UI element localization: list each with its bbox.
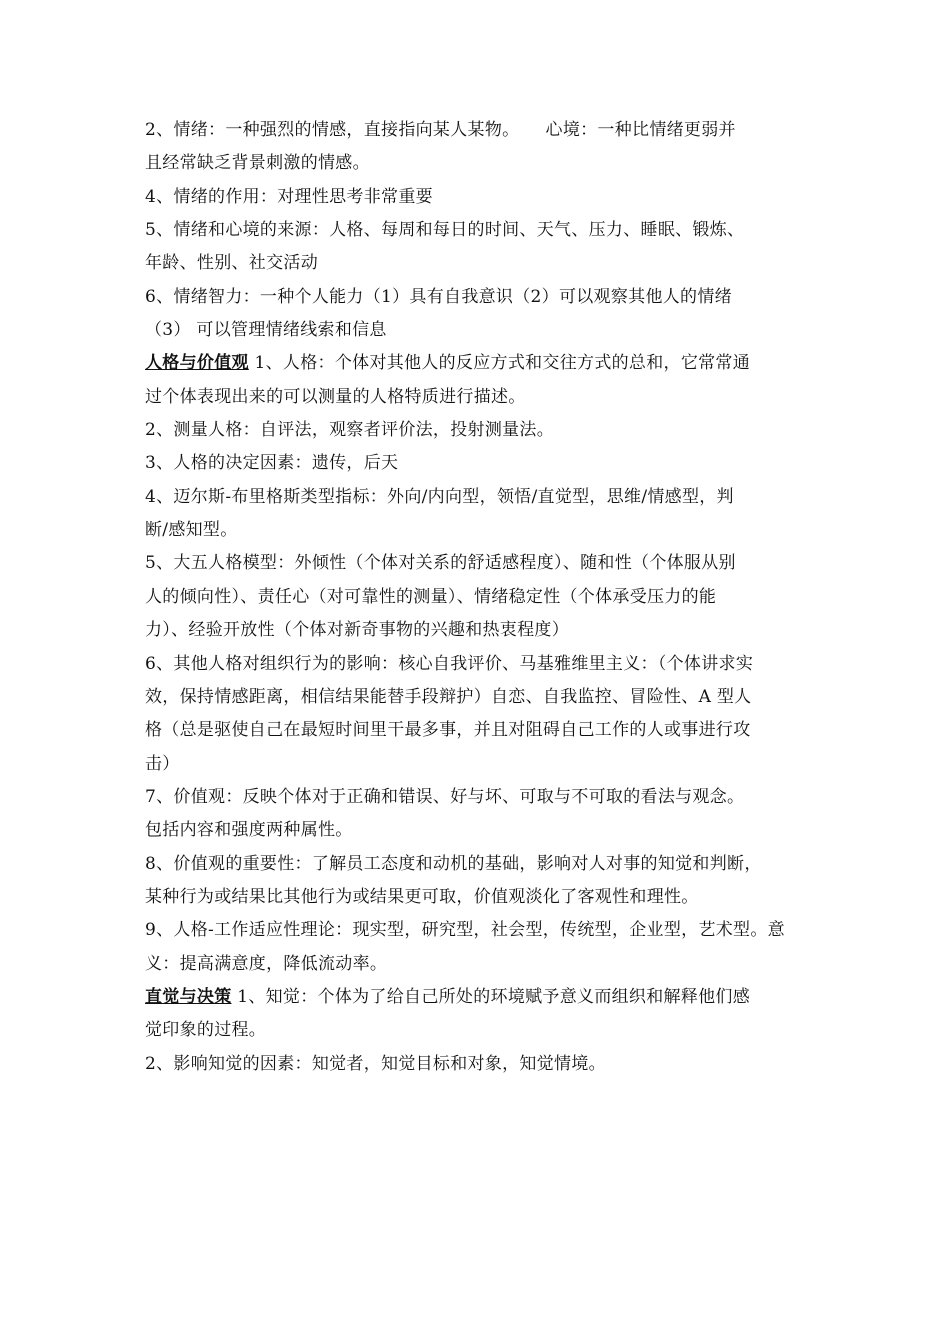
document-body xyxy=(145,114,825,1081)
text-line: 7、价值观：反映个体对于正确和错误、好与坏、可取与不可取的看法与观念。 xyxy=(145,786,745,807)
text-line: 1、人格：个体对其他人的反应方式和交往方式的总和，它常常通 xyxy=(248,353,751,374)
text-line: 过个体表现出来的可以测量的人格特质进行描述。 xyxy=(145,386,526,407)
text-line: 格（总是驱使自己在最短时间里干最多事，并且对阻碍自己工作的人或事进行攻 xyxy=(145,720,751,741)
section-heading-perception: 直觉与决策 xyxy=(145,986,232,1007)
text-line: 5、大五人格模型：外倾性（个体对关系的舒适感程度）、随和性（个体服从别 xyxy=(145,553,736,574)
text-line: 2、影响知觉的因素：知觉者，知觉目标和对象，知觉情境。 xyxy=(145,1053,606,1074)
text-line: 2、情绪：一种强烈的情感，直接指向某人某物。 心境：一种比情绪更弱并 xyxy=(145,120,736,140)
text-line: 义：提高满意度，降低流动率。 xyxy=(145,953,388,974)
text-line: 5、情绪和心境的来源：人格、每周和每日的时间、天气、压力、睡眠、锻炼、 xyxy=(145,220,745,241)
section-line xyxy=(145,347,825,380)
text-line: 击） xyxy=(145,753,180,774)
section-line xyxy=(145,981,825,1014)
text-line: 6、情绪智力：一种个人能力（1）具有自我意识（2）可以观察其他人的情绪 xyxy=(145,286,732,307)
text-line: 人的倾向性）、责任心（对可靠性的测量）、情绪稳定性（个体承受压力的能 xyxy=(145,586,717,607)
text-line: 4、情绪的作用：对理性思考非常重要 xyxy=(145,186,433,207)
text-line: 断/感知型。 xyxy=(145,520,238,541)
text-line: 年龄、性别、社交活动 xyxy=(145,253,318,274)
text-line: 包括内容和强度两种属性。 xyxy=(145,820,353,841)
text-line: （3） 可以管理情绪线索和信息 xyxy=(145,320,387,341)
text-line: 力）、经验开放性（个体对新奇事物的兴趣和热衷程度） xyxy=(145,620,569,641)
text-line: 2、测量人格：自评法，观察者评价法，投射测量法。 xyxy=(145,420,555,441)
text-line: 8、价值观的重要性：了解员工态度和动机的基础，影响对人对事的知觉和判断， xyxy=(145,853,762,874)
text-line: 4、迈尔斯-布里格斯类型指标：外向/内向型，领悟/直觉型，思维/情感型，判 xyxy=(145,486,734,507)
text-line: 3、人格的决定因素：遗传，后天 xyxy=(145,453,399,474)
text-line: 某种行为或结果比其他行为或结果更可取，价值观淡化了客观性和理性。 xyxy=(145,886,699,907)
text-line: 1、知觉：个体为了给自己所处的环境赋予意义而组织和解释他们感 xyxy=(231,986,751,1007)
text-line: 6、其他人格对组织行为的影响：核心自我评价、马基雅维里主义：（个体讲求实 xyxy=(145,653,754,674)
section-heading-personality: 人格与价值观 xyxy=(145,353,249,374)
text-line: 觉印象的过程。 xyxy=(145,1020,267,1041)
text-line: 效，保持情感距离，相信结果能替手段辩护）自恋、自我监控、冒险性、A 型人 xyxy=(145,686,752,707)
text-line: 9、人格-工作适应性理论：现实型，研究型，社会型，传统型，企业型，艺术型。意 xyxy=(145,920,785,941)
text-line: 且经常缺乏背景刺激的情感。 xyxy=(145,153,370,174)
